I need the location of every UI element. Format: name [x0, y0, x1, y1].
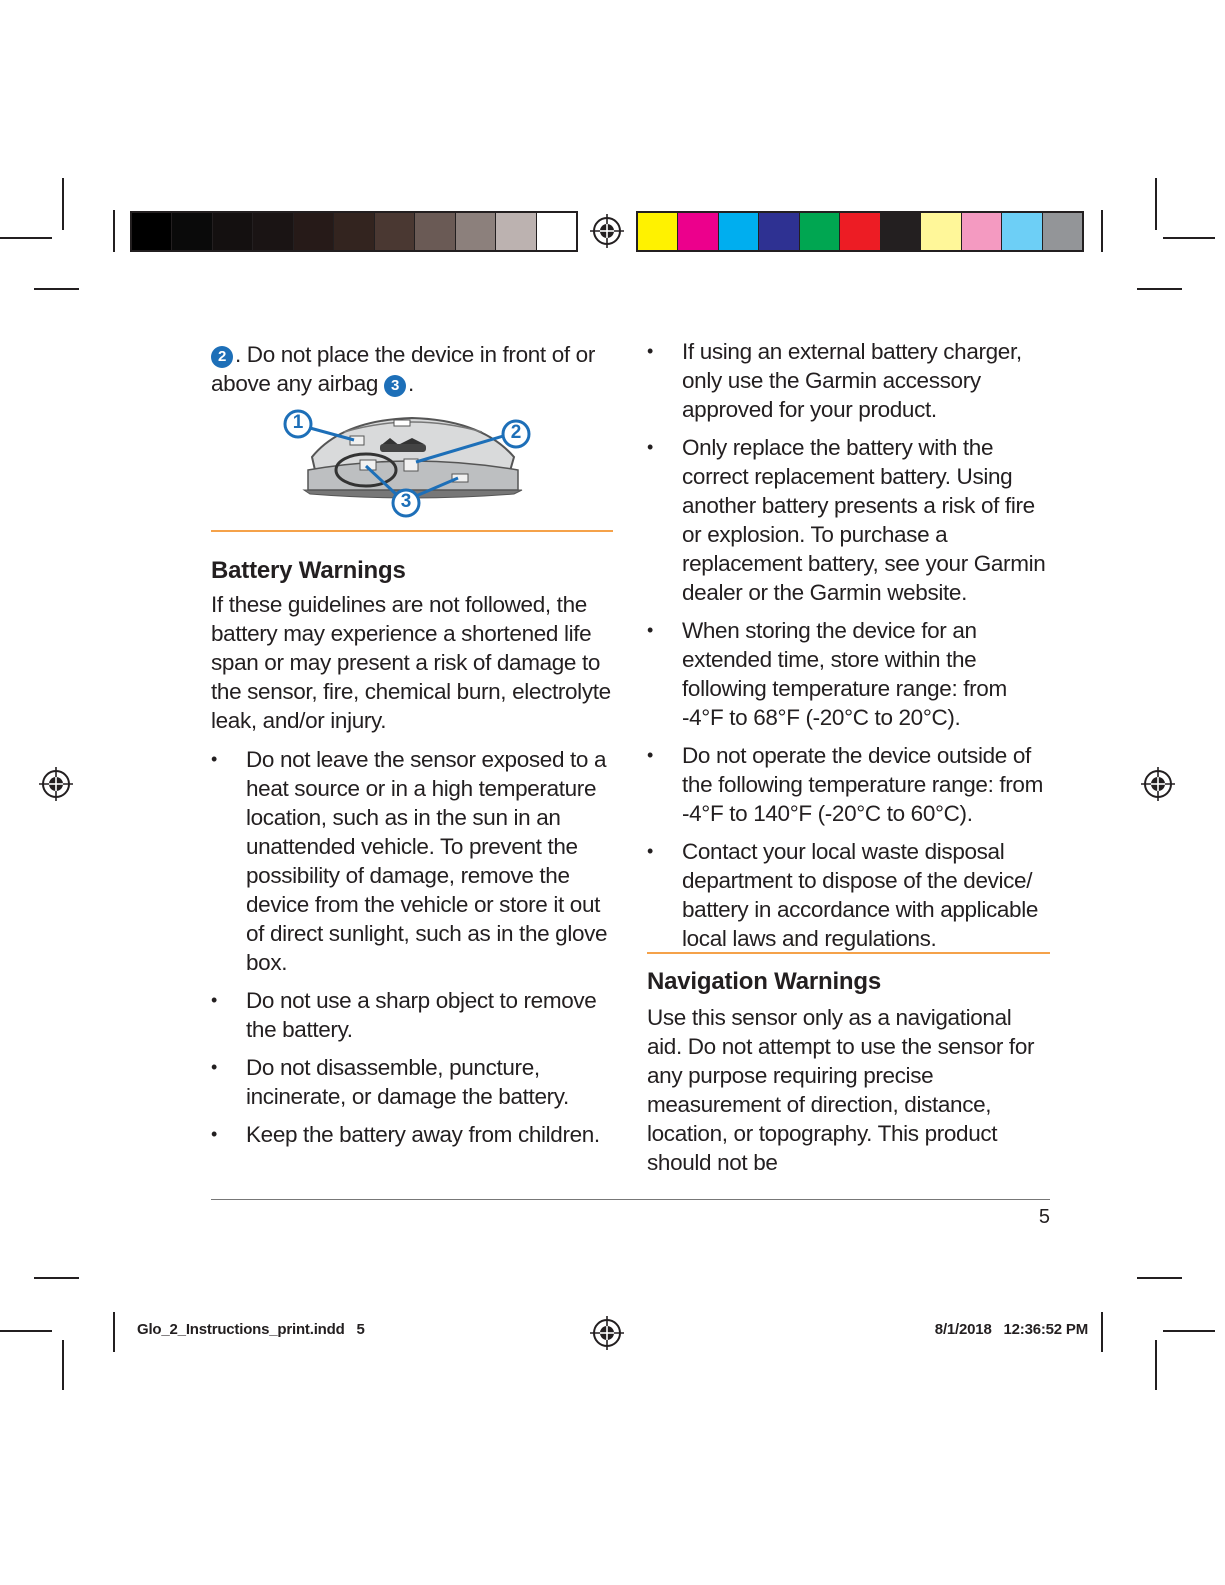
- battery-bullet-list: [211, 745, 611, 1149]
- registration-mark-icon: [1141, 767, 1175, 801]
- crop-mark: [0, 1330, 52, 1332]
- left-column: [211, 340, 611, 398]
- color-swatch: [638, 213, 677, 250]
- page-number: 5: [1038, 1206, 1050, 1228]
- crop-mark: [113, 210, 115, 252]
- list-item: • Do not operate the device outside of the following temperature range: from -4°F to 140°F (-20°C to 60°C).: [647, 741, 1052, 828]
- crop-mark: [1155, 1340, 1157, 1390]
- list-item: • Do not leave the sensor exposed to a heat source or in a high temperature location, such as in the sun in an unattended vehicle. To prevent the possibility of damage, remove the device from the vehicle or store it out of direct sunlight, such as in the glove box.: [211, 745, 611, 977]
- figure-callout-1: 1: [292, 412, 304, 433]
- right-column: [647, 337, 1052, 962]
- crop-mark: [62, 1340, 64, 1390]
- crop-mark: [0, 237, 52, 239]
- grey-swatch: [455, 213, 495, 250]
- crop-mark: [1137, 288, 1182, 290]
- list-item: • Only replace the battery with the correct replacement battery. Using another battery presents a risk of fire or explosion. To purchase a replacement battery, see your Garmin dealer or the Garmin website.: [647, 433, 1052, 607]
- list-item: • Do not disassemble, puncture, incinerate, or damage the battery.: [211, 1053, 611, 1111]
- grey-swatch: [171, 213, 211, 250]
- footer-rule: [211, 1199, 1050, 1200]
- battery-warnings-heading: Battery Warnings: [211, 557, 406, 584]
- color-swatch: [718, 213, 758, 250]
- slug-filename: Glo_2_Instructions_print.indd 5: [137, 1321, 365, 1338]
- crop-mark: [1163, 237, 1215, 239]
- grey-swatch: [333, 213, 373, 250]
- color-swatch: [920, 213, 960, 250]
- registration-mark-icon: [590, 214, 624, 248]
- battery-section: [211, 556, 611, 1158]
- navigation-text: Use this sensor only as a navigational aid. Do not attempt to use the sensor for any purpose requiring precise measurement of direction, distance, location, or topography. This product should not be: [647, 1005, 1035, 1175]
- grey-swatch: [212, 213, 252, 250]
- slug-timestamp: 8/1/2018 12:36:52 PM: [934, 1321, 1088, 1338]
- list-item: • When storing the device for an extended time, store within the following temperature range: from -4°F to 68°F (-20°C to 20°C).: [647, 616, 1052, 732]
- airbag-intro: 2 . Do not place the device in front of or above any airbag 3 .: [211, 342, 595, 396]
- color-swatch: [839, 213, 879, 250]
- crop-mark: [113, 1312, 115, 1352]
- color-calibration-bar: [636, 211, 1084, 252]
- list-item: • Do not use a sharp object to remove the battery.: [211, 986, 611, 1044]
- color-swatch: [758, 213, 798, 250]
- grey-swatch: [132, 213, 171, 250]
- battery-intro-text: If these guidelines are not followed, the battery may experience a shortened life span or may present a risk of damage to the sensor, fire, chemical burn, electrolyte leak, and/or injury.: [211, 592, 611, 733]
- crop-mark: [1163, 1330, 1215, 1332]
- section-divider: [211, 530, 613, 532]
- crop-mark: [1101, 1312, 1103, 1352]
- callout-badge: 3: [384, 375, 406, 397]
- list-item: • Contact your local waste disposal department to dispose of the device/ battery in accordance with applicable local laws and regulations.: [647, 837, 1052, 953]
- registration-mark-icon: [590, 1316, 624, 1350]
- section-divider: [647, 952, 1050, 954]
- list-item: • Keep the battery away from children.: [211, 1120, 611, 1149]
- color-swatch: [961, 213, 1001, 250]
- crop-mark: [1137, 1277, 1182, 1279]
- color-swatch: [880, 213, 920, 250]
- crop-mark: [34, 288, 79, 290]
- grey-swatch: [374, 213, 414, 250]
- grey-swatch: [495, 213, 535, 250]
- grey-swatch: [536, 213, 576, 250]
- crop-mark: [62, 178, 64, 230]
- color-swatch: [799, 213, 839, 250]
- list-item: • If using an external battery charger, only use the Garmin accessory approved for your product.: [647, 337, 1052, 424]
- color-swatch: [1001, 213, 1041, 250]
- navigation-section: [647, 967, 1052, 1177]
- color-swatch: [677, 213, 717, 250]
- grey-swatch: [414, 213, 454, 250]
- grey-swatch: [293, 213, 333, 250]
- crop-mark: [1155, 178, 1157, 230]
- callout-badge: 2: [211, 346, 233, 368]
- figure-callout-3: 3: [400, 491, 412, 512]
- crop-mark: [1101, 210, 1103, 252]
- battery-bullet-list-continued: [647, 337, 1052, 953]
- crop-mark: [34, 1277, 79, 1279]
- figure-callout-2: 2: [510, 422, 522, 443]
- registration-mark-icon: [39, 767, 73, 801]
- color-swatch: [1042, 213, 1082, 250]
- navigation-warnings-heading: Navigation Warnings: [647, 968, 881, 995]
- grey-calibration-bar: [130, 211, 578, 252]
- grey-swatch: [252, 213, 292, 250]
